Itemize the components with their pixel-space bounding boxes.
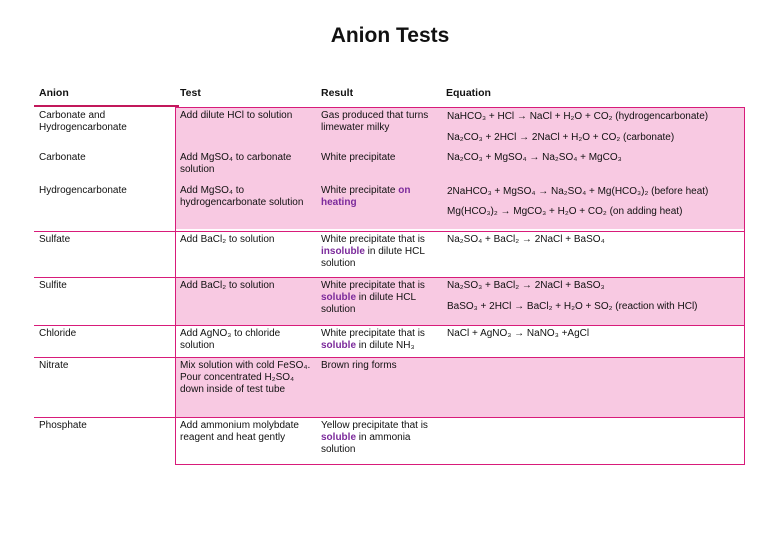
result-highlight: soluble: [321, 340, 357, 351]
test-cell: Add BaCl₂ to solution: [180, 280, 275, 291]
row-divider: [34, 231, 745, 232]
table-border: [175, 464, 745, 465]
test-cell: Add MgSO₄ to hydrogencarbonate solution: [180, 185, 304, 208]
header-result: Result: [321, 87, 354, 99]
header-anion: Anion: [39, 87, 69, 99]
row-divider: [34, 357, 745, 358]
result-cell: Brown ring forms: [321, 360, 397, 371]
test-cell: Add dilute HCl to solution: [180, 110, 293, 121]
anion-cell: Carbonate and Hydrogencarbonate: [39, 110, 127, 133]
result-cell: Gas produced that turns limewater milky: [321, 110, 429, 133]
result-highlight: insoluble: [321, 246, 365, 257]
row-divider: [34, 325, 745, 326]
anion-cell: Nitrate: [39, 360, 69, 371]
equation-line: BaSO₃ + 2HCl → BaCl₂ + H₂O + SO₂ (reaction with HCl): [447, 301, 698, 312]
result-cell: White precipitate that is soluble in dilute NH₃: [321, 328, 425, 351]
test-cell: Add ammonium molybdate reagent and heat gently: [180, 420, 299, 443]
table-row: [34, 325, 745, 357]
table-row: [34, 277, 745, 325]
test-cell: Add AgNO₃ to chloride solution: [180, 328, 281, 351]
equation-cell: [442, 357, 745, 417]
anion-cell: Hydrogencarbonate: [39, 185, 127, 196]
row-divider: [34, 417, 745, 418]
result-highlight: soluble: [321, 292, 357, 303]
equation-line: Na₂SO₄ + BaCl₂ → 2NaCl + BaSO₄: [447, 234, 605, 245]
result-cell: White precipitate that is soluble in dilute HCL solution: [321, 280, 425, 315]
result-cell: White precipitate on heating: [321, 185, 411, 208]
test-cell: Mix solution with cold FeSO₄. Pour concentrated H₂SO₄ down inside of test tube: [180, 360, 311, 395]
result-cell: White precipitate that is insoluble in dilute HCL solution: [321, 234, 425, 269]
table-row: [34, 147, 745, 179]
result-cell: White precipitate: [321, 152, 396, 163]
page-title: Anion Tests: [330, 24, 450, 47]
result-highlight: soluble: [321, 432, 357, 443]
result-highlight: on heating: [321, 185, 411, 208]
equation-line: Na₂CO₃ + 2HCl → 2NaCl + H₂O + CO₂ (carbonate): [447, 132, 675, 143]
equation-line: NaHCO₃ + HCl → NaCl + H₂O + CO₂ (hydrogencarbonate): [447, 111, 709, 122]
table-border: [175, 107, 176, 465]
table-border: [175, 107, 745, 108]
test-cell: Add MgSO₄ to carbonate solution: [180, 152, 292, 175]
table-row: [34, 107, 745, 147]
header-test: Test: [180, 87, 201, 99]
table-row: [34, 417, 745, 465]
table-row: [34, 231, 745, 277]
result-cell: Yellow precipitate that is soluble in ammonia solution: [321, 420, 428, 455]
test-cell: Add BaCl₂ to solution: [180, 234, 275, 245]
equation-line: Na₂SO₃ + BaCl₂ → 2NaCl + BaSO₃: [447, 280, 605, 291]
equation-line: NaCl + AgNO₃ → NaNO₃ +AgCl: [447, 328, 590, 339]
table-row: [34, 357, 745, 417]
equation-cell: [442, 417, 745, 465]
anion-cell: Chloride: [39, 328, 77, 339]
anion-cell: Sulfate: [39, 234, 71, 245]
anion-cell: Carbonate: [39, 152, 86, 163]
table-row: [34, 179, 745, 229]
anion-cell: Sulfite: [39, 280, 67, 291]
header-equation: Equation: [446, 87, 491, 99]
row-divider: [34, 277, 745, 278]
table-border: [744, 107, 745, 465]
equation-line: Mg(HCO₃)₂ → MgCO₃ + H₂O + CO₂ (on adding heat): [447, 206, 683, 217]
equation-line: Na₂CO₃ + MgSO₄ → Na₂SO₄ + MgCO₃: [447, 152, 622, 163]
equation-line: 2NaHCO₃ + MgSO₄ → Na₂SO₄ + Mg(HCO₃)₂ (before heat): [447, 186, 709, 197]
anion-cell: Phosphate: [39, 420, 87, 431]
